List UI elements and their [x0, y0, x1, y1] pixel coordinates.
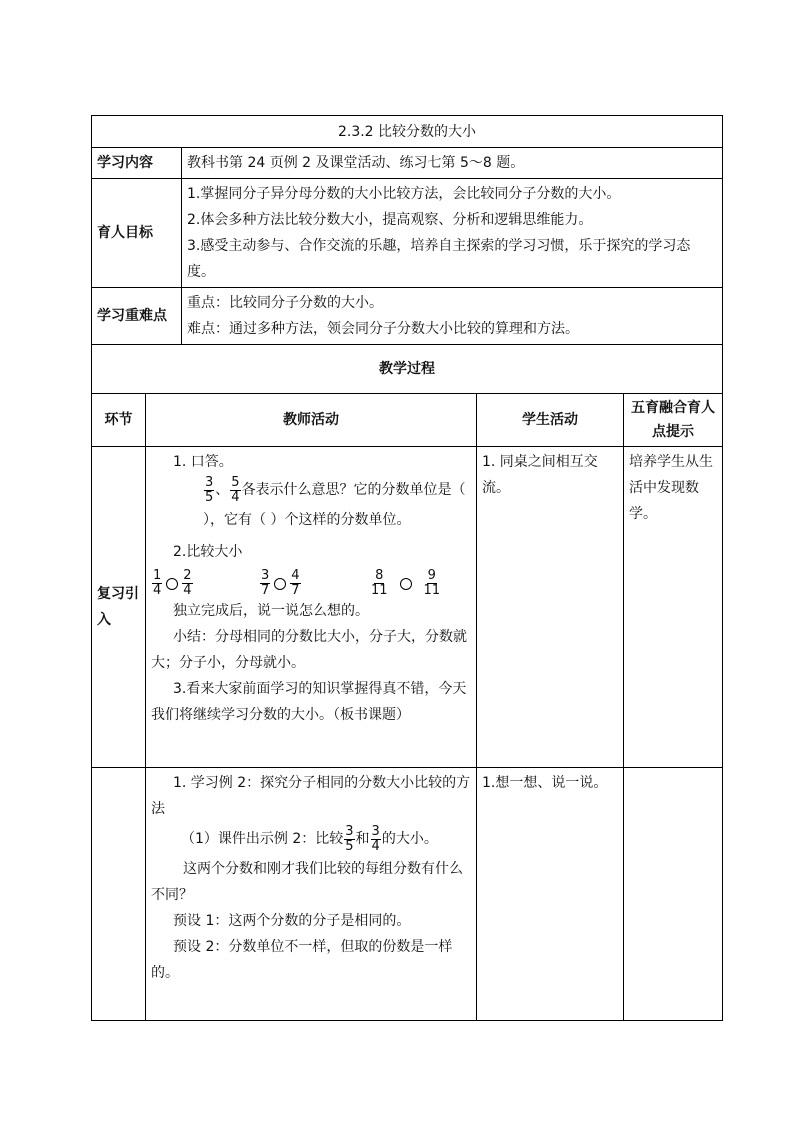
q1-text: 各表示什么意思？它的分数单位是（ ），它有（ ）个这样的分数单位。 — [203, 482, 466, 528]
preset1-text: 预设 1：这两个分数的分子是相同的。 — [173, 913, 411, 929]
compare-row — [151, 569, 471, 598]
explore-sub1: （1）课件出示例 2：比较 $\frac{3}{5}$ 和 $\frac{3}{4}$ 的大小。 — [181, 823, 438, 854]
compare-pair: $\frac{1}{4}$ $\frac{2}{4}$ — [153, 568, 192, 598]
content-text: 教科书第 24 页例 2 及课堂活动、练习七第 5～8 题。 — [182, 148, 723, 179]
lesson-title: 2.3.2 比较分数的大小 — [92, 116, 723, 148]
compare-circle-icon[interactable] — [166, 578, 178, 590]
after-text: 独立完成后，说一说怎么想的。 — [173, 603, 369, 619]
review-student: 1. 同桌之间相互交流。 — [477, 447, 624, 768]
keypoints-text — [182, 288, 723, 345]
fraction: $\frac{5}{4}$ — [231, 474, 240, 505]
q1-title: 1. 口答。 — [173, 454, 233, 470]
process-header: 教学过程 — [92, 345, 723, 394]
goal-item: 3.感受主动参与、合作交流的乐趣，培养自主探索的学习习惯，乐于探究的学习态度。 — [187, 238, 691, 280]
col-student: 学生活动 — [477, 394, 624, 447]
goal-item: 1.掌握同分子异分母分数的大小比较方法，会比较同分子分数的大小。 — [187, 186, 621, 202]
keypoints-label: 学习重难点 — [92, 288, 182, 345]
col-five: 五育融合育人点提示 — [624, 394, 723, 447]
goals-list — [182, 179, 723, 288]
compare-circle-icon[interactable] — [400, 578, 412, 590]
goal-item: 2.体会多种方法比较分数大小，提高观察、分析和逻辑思维能力。 — [187, 212, 593, 228]
explore-teacher — [146, 768, 477, 1021]
col-stage: 环节 — [92, 394, 146, 447]
explore-student: 1.想一想、说一说。 — [477, 768, 624, 1021]
difficulty-text: 难点：通过多种方法，领会同分子分数大小比较的算理和方法。 — [187, 321, 579, 337]
explore-stage — [92, 768, 146, 1021]
col-teacher: 教师活动 — [146, 394, 477, 447]
fraction: $\frac{3}{5}$ — [205, 474, 214, 505]
explore-question: 这两个分数和刚才我们比较的每组分数有什么不同？ — [151, 861, 463, 903]
q2-title: 2.比较大小 — [173, 544, 243, 560]
compare-pair: $\frac{3}{7}$ $\frac{4}{7}$ — [261, 568, 300, 598]
fraction: $\frac{3}{4}$ — [371, 823, 380, 854]
review-teacher — [146, 447, 477, 768]
q1-line: $\frac{3}{5}$ 、 $\frac{5}{4}$ 各表示什么意思？它的分数单位是（ ），它有（ ）个这样的分数单位。 — [203, 474, 466, 528]
review-five: 培养学生从生活中发现数学。 — [624, 447, 723, 768]
goals-label: 育人目标 — [92, 179, 182, 288]
item3-text: 3.看来大家前面学习的知识掌握得真不错，今天我们将继续学习分数的大小。（板书课题） — [151, 681, 467, 723]
compare-circle-icon[interactable] — [274, 578, 286, 590]
content-label: 学习内容 — [92, 148, 182, 179]
summary-text: 小结：分母相同的分数比大小，分子大，分数就大；分子小，分母就小。 — [151, 629, 467, 671]
explore-item1: 1. 学习例 2：探究分子相同的分数大小比较的方法 — [151, 775, 471, 817]
focus-text: 重点：比较同分子分数的大小。 — [187, 295, 383, 311]
compare-pair: $\frac{8}{11}$ $\frac{9}{11}$ — [371, 568, 441, 598]
preset2-text: 预设 2：分数单位不一样，但取的份数是一样的。 — [151, 939, 453, 981]
explore-five — [624, 768, 723, 1021]
fraction: $\frac{3}{5}$ — [345, 823, 354, 854]
review-stage: 复习引入 — [92, 447, 146, 768]
lesson-plan-table — [91, 115, 723, 1021]
